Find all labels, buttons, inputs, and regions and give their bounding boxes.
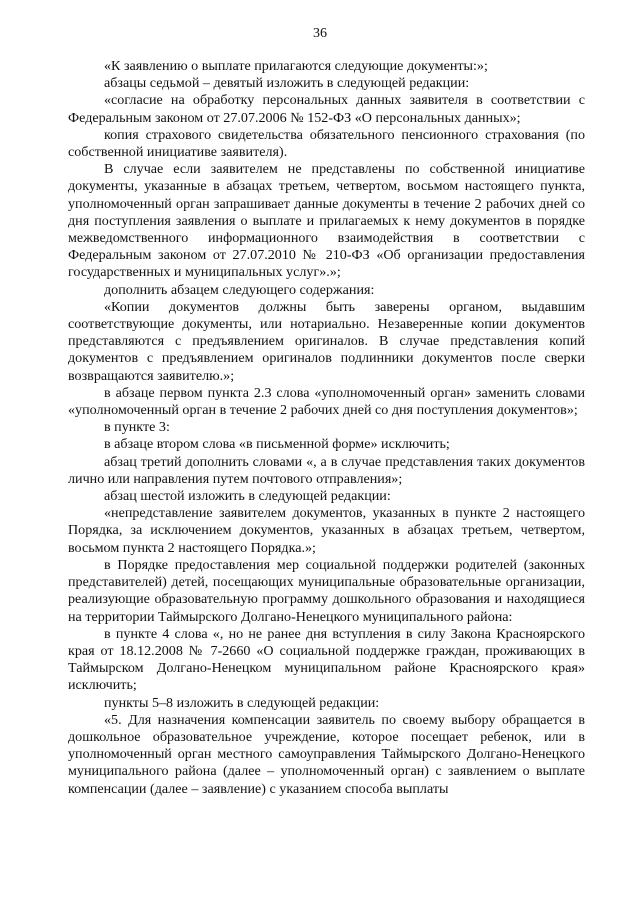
paragraph: пункты 5–8 изложить в следующей редакции: (104, 694, 380, 711)
document-body (68, 58, 585, 798)
paragraph: в пункте 4 слова «, но не ранее дня вступления в силу Закона Красноярского края от 18.12.2008 № 7-2660 «О социальной поддержке граждан, проживающих в Таймырском Долгано-Ненецком муниципальном районе Красноярского края» исключить; (68, 625, 585, 694)
paragraph: абзац шестой изложить в следующей редакции: (104, 488, 391, 505)
paragraph: «Копии документов должны быть заверены органом, выдавшим соответствующие документы, или нотариально. Незаверенные копии документов представляются с предъявлением оригиналов. В случае представления копий документов с предъявлением оригиналов подлинники документов после сверки возвращаются заявителю.»; (68, 298, 585, 384)
page-number: 36 (313, 26, 327, 41)
paragraph: абзац третий дополнить словами «, а в случае представления таких документов лично или направления путем почтового отправления»; (68, 453, 585, 487)
paragraph: в пункте 3: (104, 419, 170, 436)
paragraph: «согласие на обработку персональных данных заявителя в соответствии с Федеральным законом от 27.07.2006 № 152-ФЗ «О персональных данных»; (68, 92, 585, 126)
paragraph: «непредставление заявителем документов, указанных в пункте 2 настоящего Порядка, за исключением документов, указанных в абзацах третьем, четвертом, восьмом пункта 2 настоящего Порядка.»; (68, 505, 585, 556)
paragraph: в Порядке предоставления мер социальной поддержки родителей (законных представителей) детей, посещающих муниципальные образовательные организации, реализующие образовательную программу дошкольного образования и находящиеся на территории Таймырского Долгано-Ненецкого муниципального района: (68, 556, 585, 625)
paragraph: в абзаце втором слова «в письменной форме» исключить; (104, 436, 450, 453)
paragraph: В случае если заявителем не представлены по собственной инициативе документы, указанные в абзацах третьем, четвертом, восьмом настоящего пункта, уполномоченный орган запрашивает данные документы в течение 2 рабочих дней со дня поступления заявления о выплате и прилагаемых к нему документов в порядке межведомственного информационного взаимодействия в соответствии с Федеральным законом от 27.07.2010 № 210-ФЗ «Об организации предоставления государственных и муниципальных услуг».»; (68, 161, 585, 281)
paragraph: «5. Для назначения компенсации заявитель по своему выбору обращается в дошкольное образовательное учреждение, которое посещает ребенок, или в уполномоченный орган местного самоуправления Таймырского Долгано-Ненецкого муниципального района (далее – уполномоченный орган) с заявлением о выплате компенсации (далее – заявление) с указанием способа выплаты (68, 711, 585, 797)
paragraph: копия страхового свидетельства обязательного пенсионного страхования (по собственной инициативе заявителя). (68, 126, 585, 161)
paragraph: в абзаце первом пункта 2.3 слова «уполномоченный орган» заменить словами «уполномоченный орган в течение 2 рабочих дней со дня поступления документов»; (68, 384, 585, 419)
paragraph: «К заявлению о выплате прилагаются следующие документы:»; (104, 58, 488, 74)
paragraph: абзацы седьмой – девятый изложить в следующей редакции: (104, 75, 470, 92)
paragraph: дополнить абзацем следующего содержания: (104, 281, 375, 298)
